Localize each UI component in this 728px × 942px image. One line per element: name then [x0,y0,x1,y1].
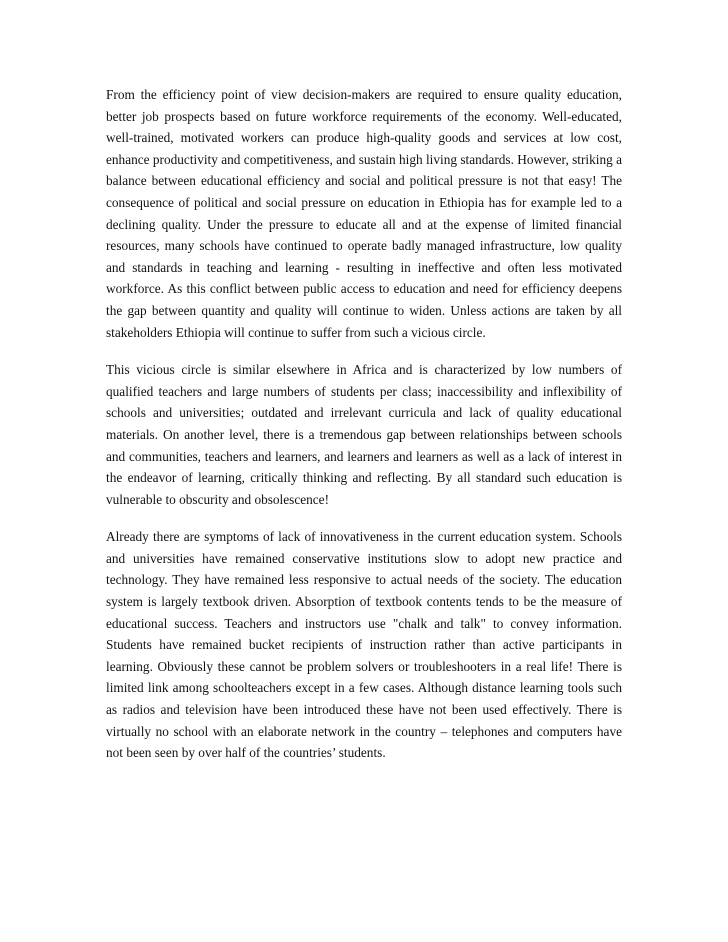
document-page [106,84,622,780]
paragraph-vicious-circle: This vicious circle is similar elsewhere in Africa and is characterized by low numbers of qualified teachers and large numbers of students per class; inaccessibility and inflexibility of schools and universities; outdated and irrelevant curricula and lack of quality educational materials. On another level, there is a tremendous gap between relationships between schools and communities, teachers and learners, and learners and learners as well as a lack of interest in the endeavor of learning, critically thinking and reflecting. By all standard such education is vulnerable to obscurity and obsolescence! [106,362,622,507]
paragraph-innovativeness: Already there are symptoms of lack of innovativeness in the current education system. Schools and universities have remained conservative institutions slow to adopt new practice and technology. They have remained less responsive to actual needs of the society. The education system is largely textbook driven. Absorption of textbook contents tends to be the measure of educational success. Teachers and instructors use "chalk and talk" to convey information. Students have remained bucket recipients of instruction rather than active participants in learning. Obviously these cannot be problem solvers or troubleshooters in a real life! There is limited link among schoolteachers except in a few cases. Although distance learning tools such as radios and television have been introduced these have not been used effectively. There is virtually no school with an elaborate network in the country – telephones and computers have not been seen by over half of the countries’ students. [106,529,622,761]
paragraph-efficiency: From the efficiency point of view decision-makers are required to ensure quality education, better job prospects based on future workforce requirements of the economy. Well-educated, well-trained, motivated workers can produce high-quality goods and services at low cost, enhance productivity and competitiveness, and sustain high living standards. However, striking a balance between educational efficiency and social and political pressure is not that easy! The consequence of political and social pressure on education in Ethiopia has for example led to a declining quality. Under the pressure to educate all and at the expense of limited financial resources, many schools have continued to operate badly managed infrastructure, low quality and standards in teaching and learning - resulting in ineffective and often less motivated workforce. As this conflict between public access to education and need for efficiency deepens the gap between quantity and quality will continue to widen. Unless actions are taken by all stakeholders Ethiopia will continue to suffer from such a vicious circle. [106,87,622,340]
